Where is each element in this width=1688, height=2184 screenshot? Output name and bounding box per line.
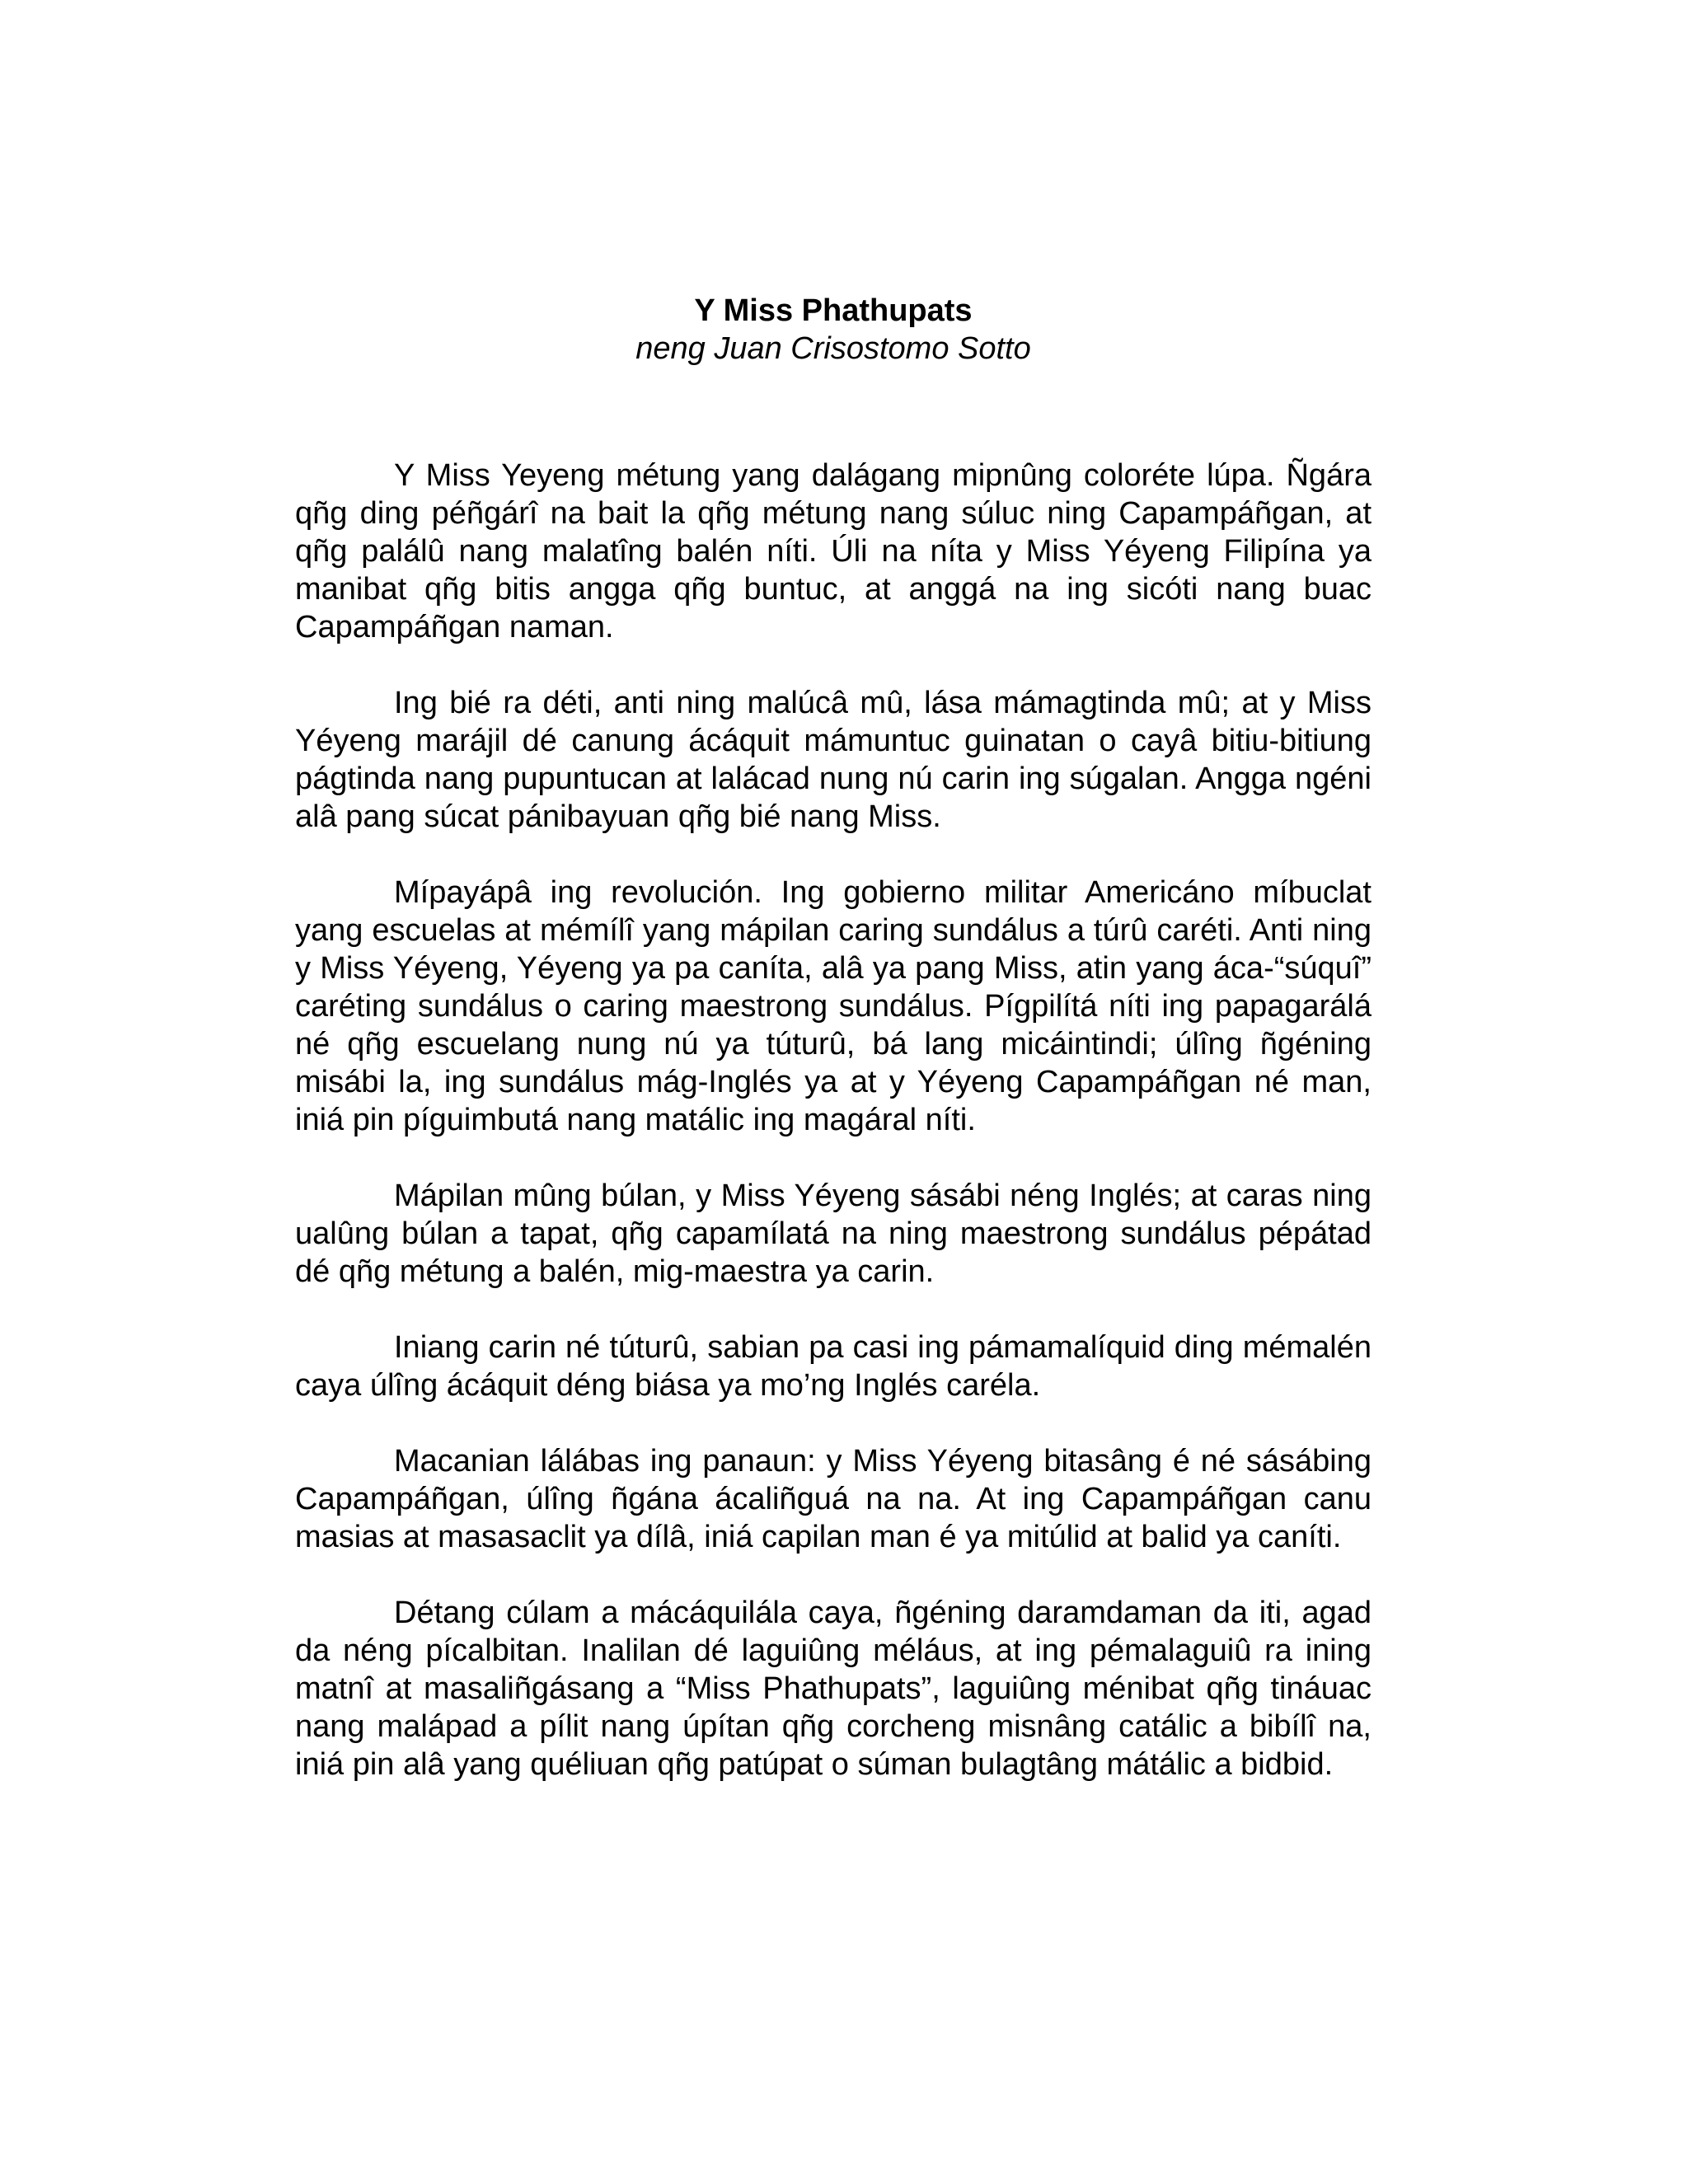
- paragraph: Y Miss Yeyeng métung yang dalágang mipnûng coloréte lúpa. Ñgára qñg ding péñgárî na bait la qñg métung nang súluc ning Capampáñgan, at qñg palálû nang malatîng balén níti. Úli na níta y Miss Yéyeng Filipína ya manibat qñg bitis angga qñg buntuc, at anggá na ing sicóti nang buac Capampáñgan naman.: [295, 458, 1372, 644]
- document-page: [295, 292, 1372, 1783]
- paragraph: Mápilan mûng búlan, y Miss Yéyeng sásábi néng Inglés; at caras ning ualûng búlan a tapat, qñg capamílatá na ning maestrong sundálus pépátad dé qñg métung a balén, mig-maestra ya carin.: [295, 1179, 1372, 1289]
- paragraph: Iniang carin né túturû, sabian pa casi ing pámamalíquid ding mémalén caya úlîng ácáquit déng biása ya mo’ng Inglés caréla.: [295, 1330, 1372, 1403]
- paragraph: Ing bié ra déti, anti ning malúcâ mû, lása mámagtinda mû; at y Miss Yéyeng marájil dé canung ácáquit mámuntuc guinatan o cayâ bitiu-bitiung págtinda nang pupuntucan at lalácad nung nú carin ing súgalan. Angga ngéni alâ pang súcat pánibayuan qñg bié nang Miss.: [295, 686, 1372, 834]
- paragraph: Détang cúlam a mácáquilála caya, ñgéning daramdaman da iti, agad da néng pícalbitan. Inalilan dé laguiûng méláus, at ing pémalaguiû ra ining matnî at masaliñgásang a “Miss Phathupats”, laguiûng ménibat qñg tináuac nang malápad a pílit nang úpítan qñg corcheng misnâng catálic a bibílî na, iniá pin alâ yang quéliuan qñg patúpat o súman bulagtâng mátálic a bidbid.: [295, 1596, 1372, 1782]
- paragraph: Mípayápâ ing revolución. Ing gobierno militar Americáno míbuclat yang escuelas at mémílî yang mápilan caring sundálus a túrû caréti. Anti ning y Miss Yéyeng, Yéyeng ya pa caníta, alâ ya pang Miss, atin yang áca-“súquî” caréting sundálus o caring maestrong sundálus. Pígpilítá níti ing papagarálá né qñg escuelang nung nú ya túturû, bá lang micáintindi; úlîng ñgéning misábi la, ing sundálus mág-Inglés ya at y Yéyeng Capampáñgan né man, iniá pin píguimbutá nang matálic ing magáral níti.: [295, 875, 1372, 1137]
- paragraph: Macanian lálábas ing panaun: y Miss Yéyeng bitasâng é né sásábing Capampáñgan, úlîng ñgána ácaliñguá na na. At ing Capampáñgan canu masias at masasaclit ya dílâ, iniá capilan man é ya mitúlid at balid ya caníti.: [295, 1444, 1372, 1554]
- document-body: [295, 457, 1372, 1783]
- document-title: Y Miss Phathupats: [694, 293, 973, 328]
- document-author: neng Juan Crisostomo Sotto: [635, 331, 1031, 366]
